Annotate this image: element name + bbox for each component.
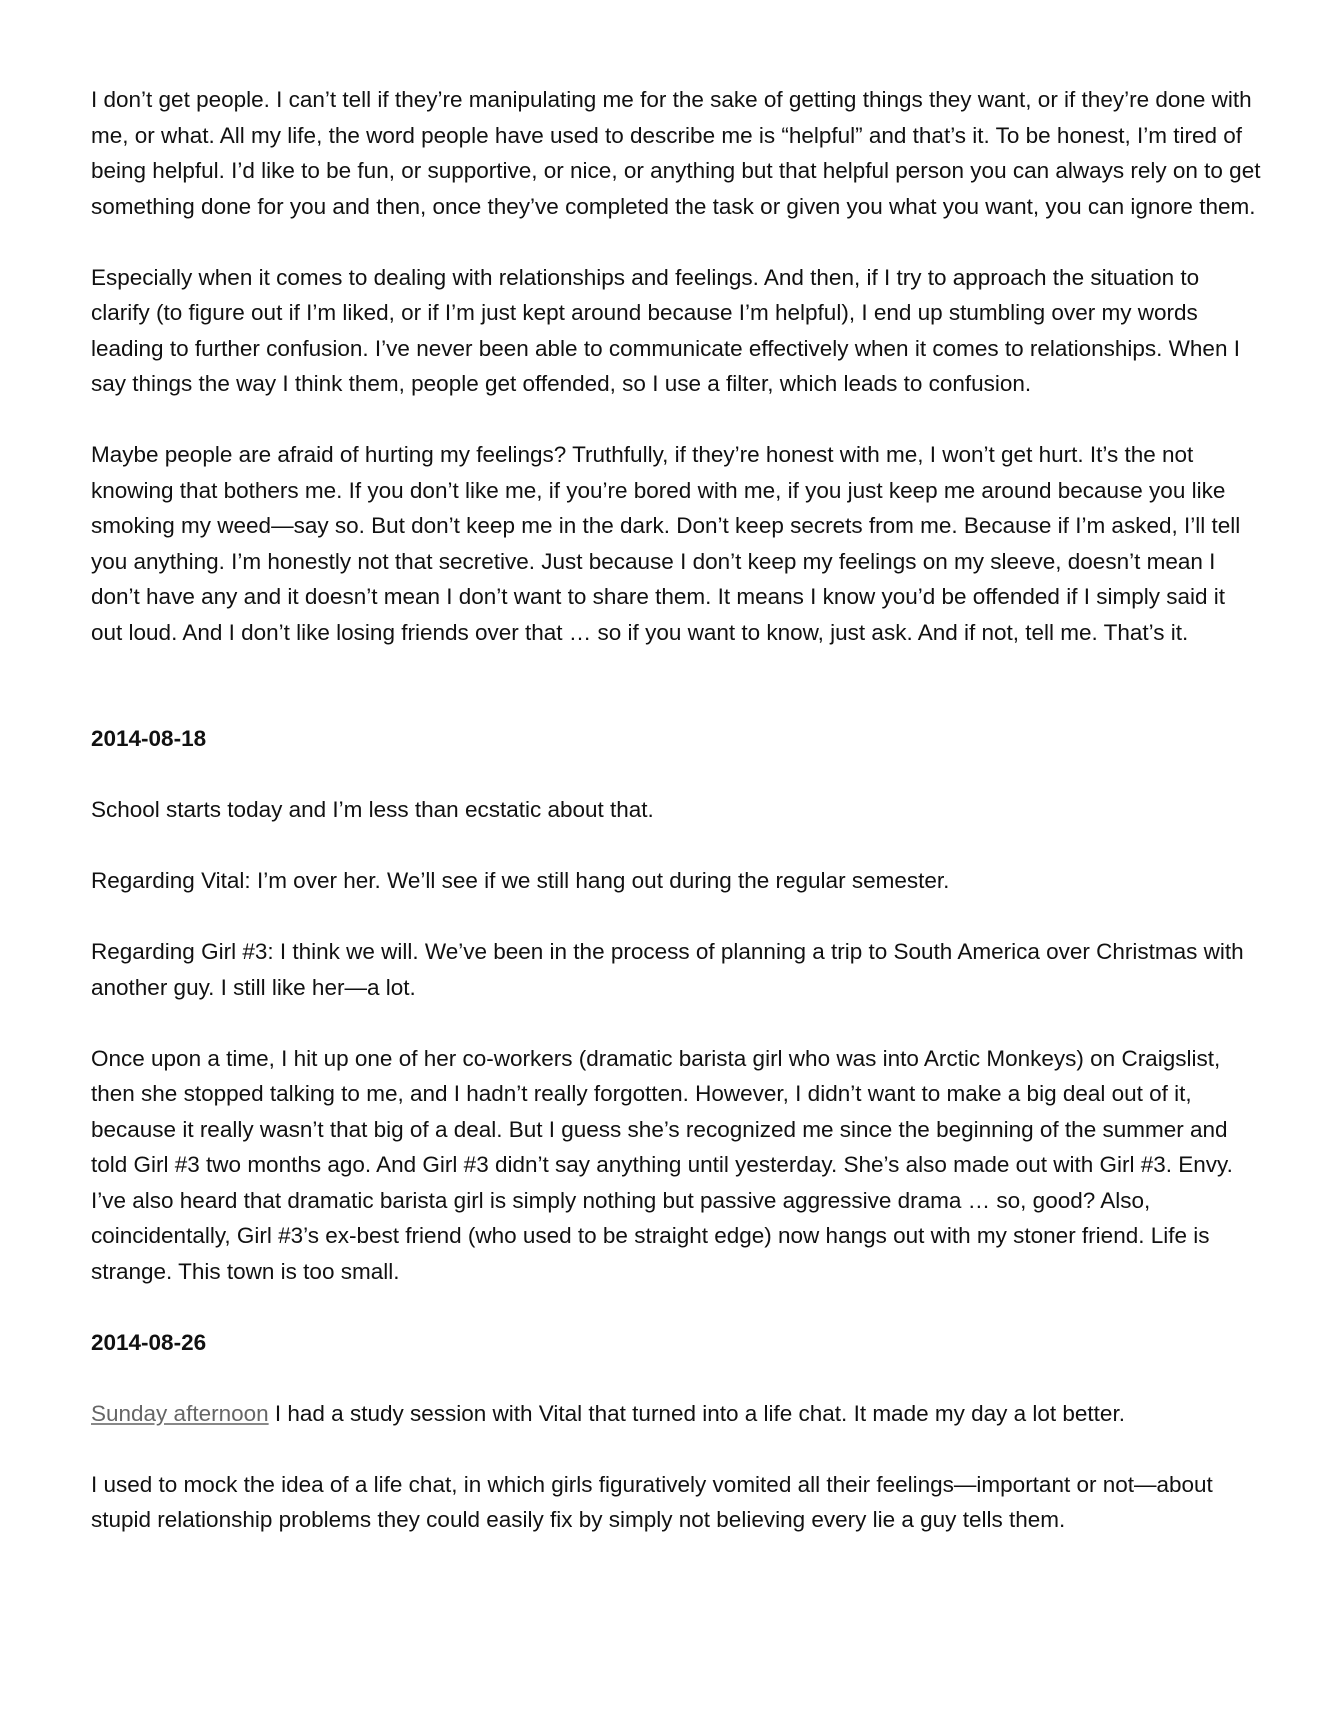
paragraph: Especially when it comes to dealing with relationships and feelings. And then, if I try to approach the situation to clarify (to figure out if I’m liked, or if I’m just kept around because I’m helpful), I end up stumbling over my words leading to further confusion. I’ve never been able to communicate effectively when it comes to relationships. When I say things the way I think them, people get offended, so I use a filter, which leads to confusion.	[91, 264, 1240, 396]
paragraph: Once upon a time, I hit up one of her co-workers (dramatic barista girl who was into Arctic Monkeys) on Craigslist, then she stopped talking to me, and I hadn’t really forgotten. However, I didn’t want to make a big deal out of it, because it really wasn’t that big of a deal. But I guess she’s recognized me since the beginning of the summer and told Girl #3 two months ago. And Girl #3 didn’t say anything until yesterday. She’s also made out with Girl #3. Envy. I’ve also heard that dramatic barista girl is simply nothing but passive aggressive drama … so, good? Also, coincidentally, Girl #3’s ex-best friend (who used to be straight edge) now hangs out with my stoner friend. Life is strange. This town is too small.	[91, 1045, 1233, 1284]
paragraph: Maybe people are afraid of hurting my feelings? Truthfully, if they’re honest with me, I won’t get hurt. It’s the not knowing that bothers me. If you don’t like me, if you’re bored with me, if you just keep me around because you like smoking my weed—say so. But don’t keep me in the dark. Don’t keep secrets from me. Because if I’m asked, I’ll tell you anything. I’m honestly not that secretive. Just because I don’t keep my feelings on my sleeve, doesn’t mean I don’t have any and it doesn’t mean I don’t want to share them. It means I know you’d be offended if I simply said it out loud. And I don’t like losing friends over that … so if you want to know, just ask. And if not, tell me. That’s it.	[91, 442, 1241, 645]
paragraph: I used to mock the idea of a life chat, in which girls figuratively vomited all their feelings—important or not—about stupid relationship problems they could easily fix by simply not believing every lie a guy tells them.	[91, 1471, 1213, 1532]
document-body	[91, 82, 1261, 1573]
entry-date-heading: 2014-08-26	[91, 1329, 207, 1355]
paragraph-text: I had a study session with Vital that turned into a life chat. It made my day a lot better.	[268, 1400, 1125, 1426]
paragraph: Regarding Girl #3: I think we will. We’ve been in the process of planning a trip to South America over Christmas with another guy. I still like her—a lot.	[91, 939, 1244, 1000]
entry-date-heading: 2014-08-18	[91, 726, 207, 751]
paragraph: Regarding Vital: I’m over her. We’ll see if we still hang out during the regular semester.	[91, 868, 950, 893]
paragraph: School starts today and I’m less than ecstatic about that.	[91, 797, 654, 822]
paragraph	[91, 1396, 1261, 1432]
paragraph: I don’t get people. I can’t tell if they’re manipulating me for the sake of getting things they want, or if they’re done with me, or what. All my life, the word people have used to describe me is “helpful” and that’s it. To be honest, I’m tired of being helpful. I’d like to be fun, or supportive, or nice, or anything but that helpful person you can always rely on to get something done for you and then, once they’ve completed the task or given you what you want, you can ignore them.	[91, 87, 1261, 219]
sunday-afternoon-link[interactable]: Sunday afternoon	[91, 1400, 269, 1426]
